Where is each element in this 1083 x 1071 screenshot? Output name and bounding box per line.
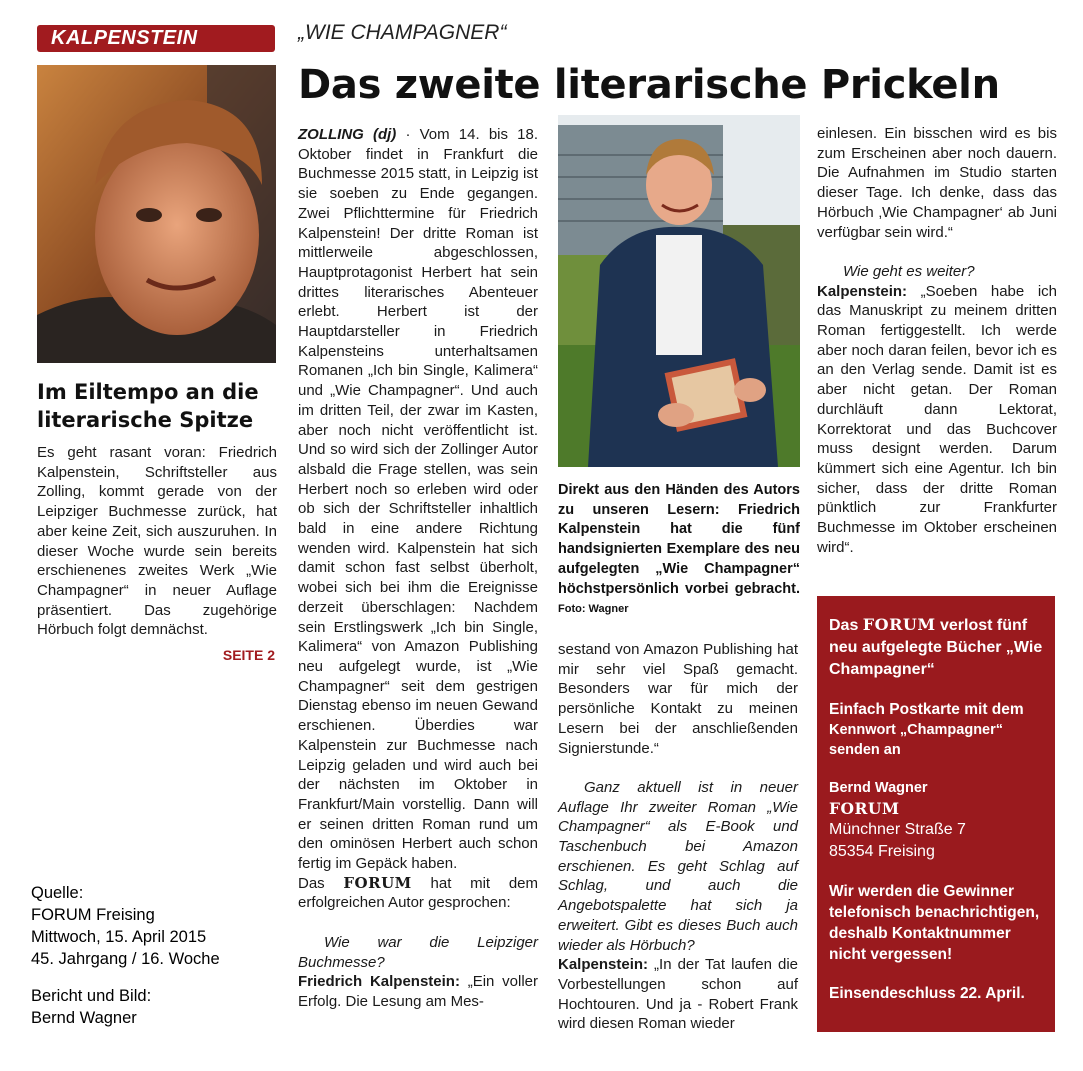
- teaser-headline: Im Eiltempo an die literarische Spitze: [37, 380, 259, 432]
- answer-2-text: „In der Tat laufen die Vorbestellungen schon auf Hochtouren. Und ja - Robert Frank wird diesen Roman wieder: [558, 956, 798, 1033]
- question-3: Wie geht es weiter?: [843, 262, 975, 280]
- answer-3-text: „Soeben habe ich das Manuskript zu meinem dritten Roman fertiggestellt. Ich werde aber noch daran feilen, bevor ich es an den Verlag sende. Damit ist es aber nicht getan. Der Roman durchläuft dann Lektorat, Korrektorat und das Buchcover muss designt werden. Darum kümmert sich eine Agentur. Ich bin sicher, dass der dritte Roman pünktlich zur Frankfurter Buchmesse im Oktober erscheinen wird“.: [817, 282, 1057, 556]
- article-kicker: „WIE CHAMPAGNER“: [298, 21, 507, 44]
- article-column-3: [817, 124, 1057, 557]
- promo-keyword: Kennwort „Champagner“ senden an: [829, 722, 1004, 758]
- source-info: [31, 882, 281, 1029]
- answer-2-speaker: Kalpenstein:: [558, 956, 649, 974]
- source-label: Quelle:: [31, 884, 84, 902]
- credit-label: Bericht und Bild:: [31, 987, 152, 1005]
- source-paper: FORUM Freising: [31, 906, 155, 924]
- brand-line-pre: Das: [298, 874, 344, 892]
- promo-city: 85354 Freising: [829, 843, 935, 860]
- promo-pre: Das: [829, 617, 863, 634]
- promo-notice: Wir werden die Gewinner telefonisch benachrichtigen, deshalb Kontaktnummer nicht vergessen!: [829, 883, 1040, 963]
- page-reference: SEITE 2: [222, 647, 275, 663]
- promo-forum-logo: FORUM: [862, 615, 936, 634]
- promo-deadline: Einsendeschluss 22. April.: [829, 985, 1025, 1002]
- forum-logo: FORUM: [343, 873, 412, 892]
- source-date: Mittwoch, 15. April 2015: [31, 928, 207, 946]
- dateline: ZOLLING (dj): [298, 126, 397, 143]
- promo-name: Bernd Wagner: [829, 780, 928, 796]
- caption-text: Direkt aus den Händen des Autors zu unseren Lesern: Friedrich Kalpenstein hat die fünf handsignierten Exemplare des neu aufgelegten „Wie Champagner“ höchstpersönlich vorbei gebracht.: [558, 482, 800, 597]
- promo-street: Münchner Straße 7: [829, 821, 966, 838]
- source-issue: 45. Jahrgang / 16. Woche: [31, 950, 220, 968]
- answer-1-continued: sestand von Amazon Publishing hat mir sehr viel Spaß gemacht. Besonders war für mich der persönliche Kontakt zu meinen Lesern bei der anschließenden Signierstunde.“: [558, 641, 798, 757]
- author-with-books-photo: [558, 115, 800, 467]
- article-column-2: [558, 640, 798, 1034]
- answer-3-speaker: Kalpenstein:: [817, 282, 908, 300]
- promo-intro: verlost fünf neu aufgelegte Bücher „Wie Champagner“: [829, 617, 1043, 678]
- article-headline: Das zweite literarische Prickeln: [298, 62, 1000, 108]
- question-1: Wie war die Leipziger Buchmesse?: [298, 933, 538, 971]
- section-tag: KALPENSTEIN: [37, 25, 275, 52]
- article-column-1: [298, 125, 538, 1012]
- promo-address-logo: FORUM: [829, 799, 900, 818]
- answer-1-speaker: Friedrich Kalpenstein:: [298, 973, 460, 991]
- brand-line-post: hat mit dem erfolgreichen Autor gesprochen:: [298, 874, 538, 912]
- promo-instruction: Einfach Postkarte mit dem: [829, 701, 1024, 718]
- question-2: Ganz aktuell ist in neuer Auflage Ihr zweiter Roman „Wie Champagner“ als E-Book und Taschenbuch bei Amazon erschienen. Es geht Schlag auf Schlag, und auch die Angebotspalette hat sich ja erweitert. Gibt es dieses Buch auch wieder als Hörbuch?: [558, 778, 798, 954]
- portrait-photo: [37, 65, 276, 363]
- photo-caption: [558, 481, 800, 620]
- article-intro: · Vom 14. bis 18. Oktober findet in Frankfurt die Buchmesse 2015 statt, in Leipzig ist sie soeben zu Ende gegangen. Zwei Pflichttermine für Friedrich Kalpenstein! Der dritte Roman ist mittlerweile abgeschlossen, Hauptprotagonist Herbert hat sein drittes literarisches Abenteuer erlebt. Herbert ist der Hauptdarsteller in Friedrich Kalpensteins unterhaltsamen Romanen „Ich bin Single, Kalimera“ und „Wie Champagner“. Und auch im dritten Teil, der zwar im Kasten, aber noch nicht veröffentlicht ist. Und so wird sich der Zollinger Autor alsbald die Frage stellen, was sein Herbert noch so erleben wird oder ob sich der Schriftsteller inhaltlich bald in eine andere Richtung wenden wird. Kalpenstein hat sich damit schon fast selbst überholt, wobei sich bei ihm die Ereignisse derzeit überschlagen: Nachdem sein Erstlingswerk „Ich bin Single, Kalimera“ von Amazon Publishing neu aufgelegt wurde, ist „Wie Champagner“ seit dem gestrigen Dienstag ebenso im neuen Gewand erschienen. Überdies war Kalpenstein zur Buchmesse nach Leipzig geladen und wird auch bei der nächsten im Oktober in Frankfurt/Main vorstellig. Dann will er seinen dritten Roman rund um den ominösen Herbert auch schon fertig im Gepäck haben.: [298, 126, 538, 873]
- teaser-text: Es geht rasant voran: Friedrich Kalpenstein, Schriftsteller aus Zolling, kommt gerade von der Leipziger Buchmesse zurück, hat aber keine Zeit, sich auszuruhen. In dieser Woche wurde sein bereits erschienenes zweites Werk „Wie Champagner“ in neuer Auflage präsentiert. Das zugehörige Hörbuch folgt demnächst.: [37, 444, 277, 639]
- giveaway-box: [817, 596, 1055, 1032]
- credit-name: Bernd Wagner: [31, 1009, 137, 1027]
- answer-2-continued: einlesen. Ein bisschen wird es bis zum Erscheinen aber noch dauern. Die Aufnahmen im Studio starten dieser Tage. Ich denke, dass das Hörbuch ‚Wie Champagner‘ ab Juni verfügbar sein wird.“: [817, 125, 1057, 241]
- photo-credit: Foto: Wagner: [558, 603, 629, 616]
- answer-1-text: „Ein voller Erfolg. Die Lesung am Mes-: [298, 973, 538, 1010]
